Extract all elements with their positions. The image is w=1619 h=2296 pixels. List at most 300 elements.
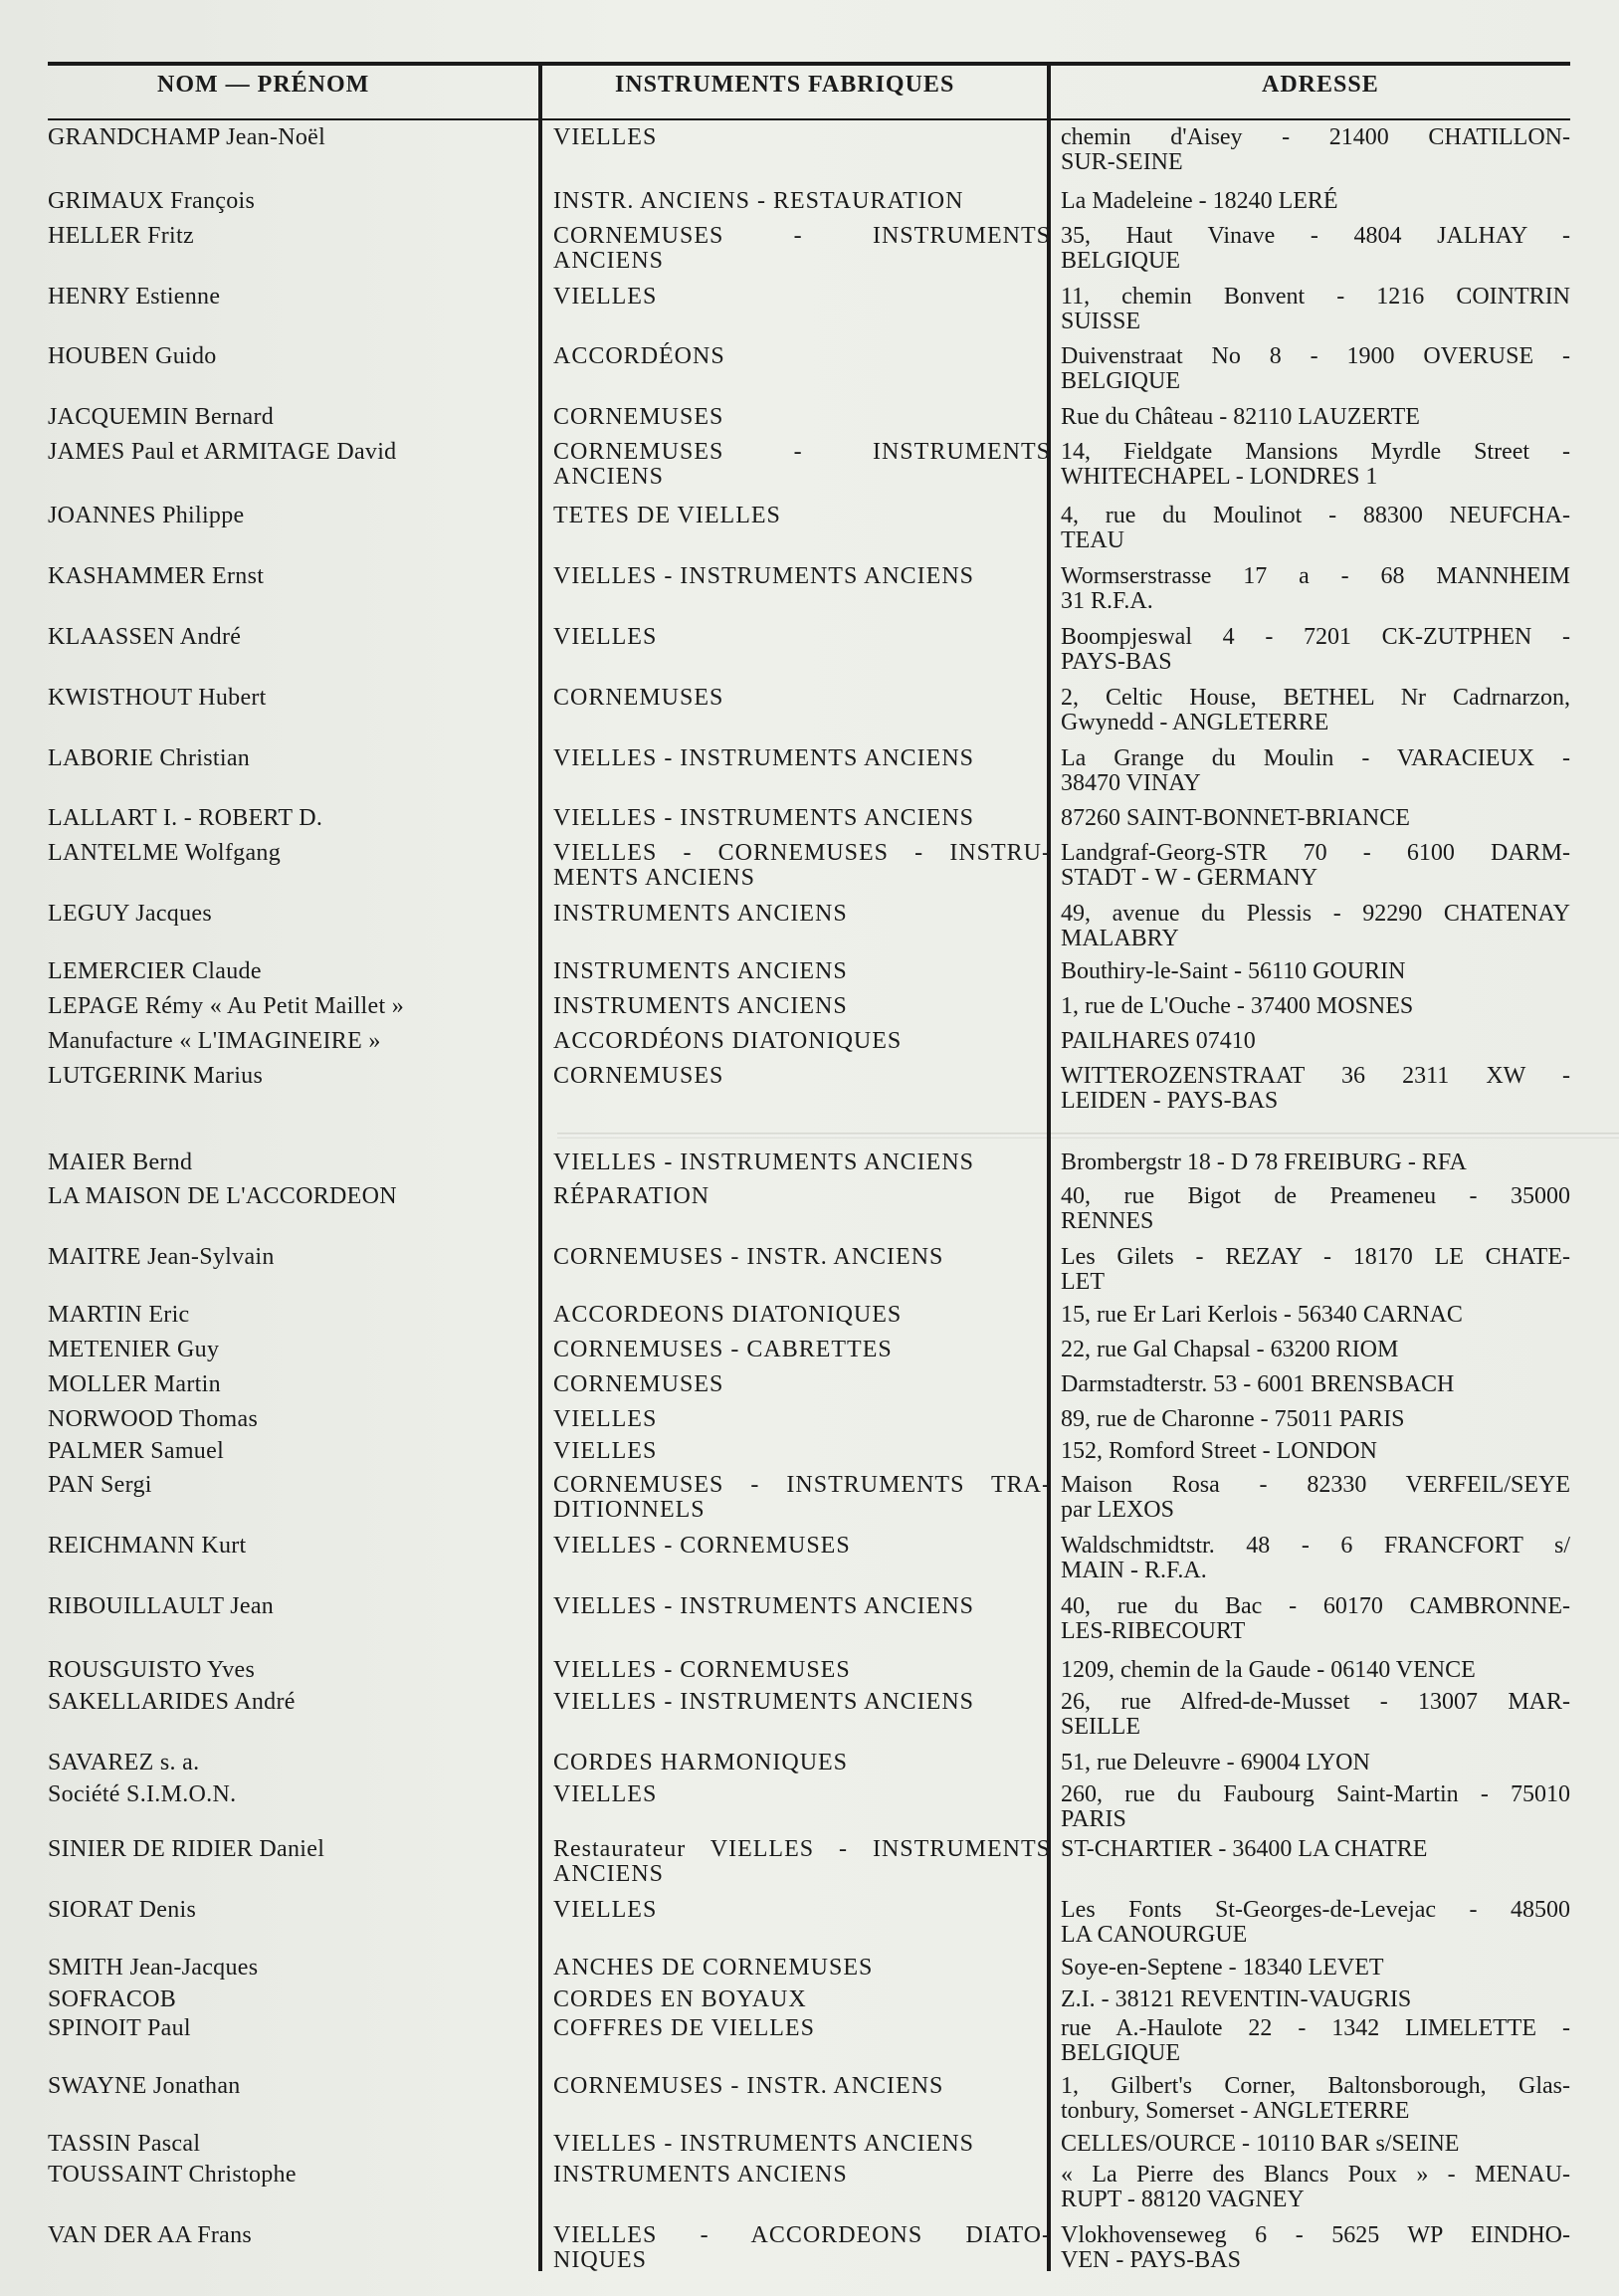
address-cell-line: SEILLE xyxy=(1061,1713,1140,1740)
table-row xyxy=(48,285,1570,334)
address-cell-line: PARIS xyxy=(1061,1805,1126,1832)
instruments-cell-line: NIQUES xyxy=(553,2247,647,2274)
maker-name xyxy=(48,2132,543,2157)
maker-name-line: LALLART I. - ROBERT D. xyxy=(48,805,323,832)
instruments-cell xyxy=(543,1064,1051,1114)
maker-name-line: LEGUY Jacques xyxy=(48,901,212,928)
maker-name-line: SAVAREZ s. a. xyxy=(48,1749,200,1775)
instruments-cell xyxy=(543,746,1051,796)
instruments-cell-line: VIELLES - INSTRUMENTS ANCIENS xyxy=(553,744,974,771)
table-row xyxy=(48,994,1570,1019)
table-row xyxy=(48,1184,1570,1234)
maker-name xyxy=(48,1987,543,2012)
instruments-cell-line: VIELLES xyxy=(553,1780,658,1807)
address-cell-line: LET xyxy=(1061,1269,1105,1296)
table-row xyxy=(48,1473,1570,1523)
address-cell xyxy=(1051,841,1570,891)
maker-name xyxy=(48,686,543,735)
address-cell-line: MALABRY xyxy=(1061,926,1179,952)
address-cell xyxy=(1051,189,1570,214)
maker-name-line: ROUSGUISTO Yves xyxy=(48,1656,256,1683)
maker-name xyxy=(48,1956,543,1981)
table-row xyxy=(48,1782,1570,1832)
address-cell xyxy=(1051,2132,1570,2157)
address-cell xyxy=(1051,1029,1570,1054)
instruments-cell xyxy=(543,1407,1051,1432)
header-name: NOM — PRÉNOM xyxy=(157,72,370,98)
maker-name-line: HENRY Estienne xyxy=(48,283,221,310)
instruments-cell-line: INSTRUMENTS ANCIENS xyxy=(553,992,848,1019)
instruments-cell-line: CORNEMUSES - INSTRUMENTS TRA- xyxy=(553,1472,1051,1499)
instruments-cell xyxy=(543,440,1051,490)
instruments-cell xyxy=(543,1987,1051,2012)
address-cell-line: 31 R.F.A. xyxy=(1061,587,1153,614)
address-cell-line: 152, Romford Street - LONDON xyxy=(1061,1437,1377,1464)
table-row xyxy=(48,344,1570,394)
table-row xyxy=(48,806,1570,831)
address-cell-line: VEN - PAYS-BAS xyxy=(1061,2247,1241,2274)
address-cell xyxy=(1051,1594,1570,1644)
maker-name xyxy=(48,841,543,891)
address-cell xyxy=(1051,1782,1570,1832)
instruments-cell-line: VIELLES - CORNEMUSES - INSTRU- xyxy=(553,840,1051,867)
maker-name-line: PAN Sergi xyxy=(48,1472,152,1499)
maker-name-line: NORWOOD Thomas xyxy=(48,1405,259,1432)
address-cell-line: WITTEROZENSTRAAT 36 2311 XW - xyxy=(1061,1062,1570,1089)
table-row xyxy=(48,1898,1570,1948)
table-row xyxy=(48,1658,1570,1683)
table-row xyxy=(48,405,1570,430)
address-cell-line: STADT - W - GERMANY xyxy=(1061,865,1318,892)
instruments-cell-line: VIELLES - CORNEMUSES xyxy=(553,1656,851,1683)
maker-name-line: MOLLER Martin xyxy=(48,1370,221,1397)
instruments-cell xyxy=(543,841,1051,891)
address-cell xyxy=(1051,625,1570,675)
table-row xyxy=(48,2132,1570,2157)
maker-name-line: MARTIN Eric xyxy=(48,1302,190,1329)
instruments-cell xyxy=(543,344,1051,394)
address-cell-line: Gwynedd - ANGLETERRE xyxy=(1061,709,1329,735)
instruments-cell-line: VIELLES - INSTRUMENTS ANCIENS xyxy=(553,805,974,832)
table-row xyxy=(48,2163,1570,2212)
instruments-cell-line: COFFRES DE VIELLES xyxy=(553,2014,815,2041)
instruments-cell-line: CORNEMUSES - INSTRUMENTS xyxy=(553,439,1051,466)
maker-name xyxy=(48,1837,543,1887)
table-row xyxy=(48,1956,1570,1981)
address-cell xyxy=(1051,1837,1570,1887)
instruments-cell xyxy=(543,1534,1051,1583)
address-cell xyxy=(1051,285,1570,334)
address-cell xyxy=(1051,1658,1570,1683)
maker-name-line: SWAYNE Jonathan xyxy=(48,2072,241,2099)
instruments-cell xyxy=(543,1439,1051,1464)
maker-name-line: GRIMAUX François xyxy=(48,187,256,214)
instruments-cell xyxy=(543,1184,1051,1234)
maker-name-line: TASSIN Pascal xyxy=(48,2130,201,2157)
instruments-cell-line: VIELLES xyxy=(553,283,658,310)
maker-name-line: TOUSSAINT Christophe xyxy=(48,2162,297,2189)
address-cell-line: PAILHARES 07410 xyxy=(1061,1027,1256,1054)
table-row xyxy=(48,1338,1570,1362)
maker-name xyxy=(48,746,543,796)
address-cell xyxy=(1051,1184,1570,1234)
table-row xyxy=(48,125,1570,175)
instruments-cell-line: CORNEMUSES xyxy=(553,404,724,431)
address-cell-line: 49, avenue du Plessis - 92290 CHATENAY xyxy=(1061,901,1570,928)
table-row xyxy=(48,1372,1570,1397)
instruments-cell xyxy=(543,189,1051,214)
address-cell-line: BELGIQUE xyxy=(1061,2039,1180,2066)
address-cell xyxy=(1051,1150,1570,1175)
address-cell-line: 38470 VINAY xyxy=(1061,769,1201,796)
instruments-cell xyxy=(543,2016,1051,2066)
address-cell-line: Rue du Château - 82110 LAUZERTE xyxy=(1061,404,1420,431)
maker-name xyxy=(48,806,543,831)
instruments-cell xyxy=(543,1782,1051,1832)
instruments-cell-line: CORNEMUSES - INSTR. ANCIENS xyxy=(553,2072,944,2099)
instruments-cell-line: VIELLES xyxy=(553,124,658,150)
instruments-cell xyxy=(543,2132,1051,2157)
maker-name-line: REICHMANN Kurt xyxy=(48,1533,247,1560)
maker-name-line: SINIER DE RIDIER Daniel xyxy=(48,1835,325,1862)
instruments-cell-line: CORDES EN BOYAUX xyxy=(553,1985,807,2012)
address-cell-line: TEAU xyxy=(1061,526,1124,553)
instruments-cell xyxy=(543,1751,1051,1775)
address-cell xyxy=(1051,746,1570,796)
instruments-cell-line: ANCIENS xyxy=(553,247,665,274)
address-cell-line: MAIN - R.F.A. xyxy=(1061,1558,1207,1584)
address-cell xyxy=(1051,1534,1570,1583)
address-cell xyxy=(1051,1245,1570,1295)
instruments-cell xyxy=(543,959,1051,984)
instruments-cell-line: VIELLES - CORNEMUSES xyxy=(553,1533,851,1560)
address-cell-line: La Madeleine - 18240 LERÉ xyxy=(1061,187,1338,214)
address-cell xyxy=(1051,405,1570,430)
address-cell-line: SUR-SEINE xyxy=(1061,149,1183,175)
address-cell-line: chemin d'Aisey - 21400 CHATILLON- xyxy=(1061,124,1570,150)
table-row xyxy=(48,1690,1570,1740)
table-row xyxy=(48,1245,1570,1295)
instruments-cell-line: ANCHES DE CORNEMUSES xyxy=(553,1954,874,1981)
address-cell xyxy=(1051,902,1570,951)
address-cell-line: Brombergstr 18 - D 78 FREIBURG - RFA xyxy=(1061,1148,1467,1175)
instruments-cell xyxy=(543,2163,1051,2212)
address-cell-line: LEIDEN - PAYS-BAS xyxy=(1061,1087,1279,1114)
address-cell xyxy=(1051,2223,1570,2273)
instruments-cell-line: ANCIENS xyxy=(553,1860,665,1887)
table-top-rule xyxy=(48,62,1570,66)
address-cell-line: Z.I. - 38121 REVENTIN-VAUGRIS xyxy=(1061,1985,1412,2012)
instruments-cell-line: DITIONNELS xyxy=(553,1497,706,1524)
address-cell-line: WHITECHAPEL - LONDRES 1 xyxy=(1061,464,1378,491)
address-cell xyxy=(1051,2016,1570,2066)
table-row xyxy=(48,746,1570,796)
address-cell-line: Duivenstraat No 8 - 1900 OVERUSE - xyxy=(1061,343,1570,370)
instruments-cell-line: INSTRUMENTS ANCIENS xyxy=(553,958,848,985)
instruments-cell xyxy=(543,2074,1051,2124)
table-row xyxy=(48,1150,1570,1175)
instruments-cell xyxy=(543,224,1051,274)
maker-name xyxy=(48,1594,543,1644)
header-instruments: INSTRUMENTS FABRIQUES xyxy=(615,72,955,98)
table-row xyxy=(48,1439,1570,1464)
table-row xyxy=(48,440,1570,490)
maker-name-line: LA MAISON DE L'ACCORDEON xyxy=(48,1183,397,1210)
table-header-rule xyxy=(48,118,1570,120)
maker-name xyxy=(48,1150,543,1175)
instruments-cell xyxy=(543,285,1051,334)
maker-name-line: METENIER Guy xyxy=(48,1337,220,1362)
instruments-cell-line: VIELLES xyxy=(553,1437,658,1464)
maker-name-line: Société S.I.M.O.N. xyxy=(48,1780,237,1807)
maker-name xyxy=(48,189,543,214)
address-cell xyxy=(1051,440,1570,490)
address-cell xyxy=(1051,1473,1570,1523)
address-cell-line: PAYS-BAS xyxy=(1061,648,1172,675)
address-cell xyxy=(1051,564,1570,614)
maker-name-line: MAIER Bernd xyxy=(48,1148,193,1175)
instruments-cell-line: INSTR. ANCIENS - RESTAURATION xyxy=(553,187,964,214)
maker-name-line: MAITRE Jean-Sylvain xyxy=(48,1244,275,1271)
table-row xyxy=(48,564,1570,614)
instruments-cell-line: RÉPARATION xyxy=(553,1183,710,1210)
instruments-cell-line: INSTRUMENTS ANCIENS xyxy=(553,901,848,928)
address-cell-line: Wormserstrasse 17 a - 68 MANNHEIM xyxy=(1061,562,1570,589)
instruments-cell xyxy=(543,1303,1051,1328)
address-cell-line: 35, Haut Vinave - 4804 JALHAY - xyxy=(1061,222,1570,249)
instruments-cell-line: VIELLES - ACCORDEONS DIATO- xyxy=(553,2222,1051,2249)
instruments-cell-line: INSTRUMENTS ANCIENS xyxy=(553,2162,848,2189)
maker-name xyxy=(48,504,543,553)
maker-name xyxy=(48,564,543,614)
instruments-cell-line: CORNEMUSES - CABRETTES xyxy=(553,1337,893,1362)
maker-name-line: SMITH Jean-Jacques xyxy=(48,1954,259,1981)
instruments-cell xyxy=(543,1473,1051,1523)
maker-name xyxy=(48,625,543,675)
address-cell xyxy=(1051,686,1570,735)
table-row xyxy=(48,1407,1570,1432)
address-cell xyxy=(1051,1407,1570,1432)
maker-name-line: RIBOUILLAULT Jean xyxy=(48,1593,275,1620)
instruments-cell-line: CORNEMUSES - INSTR. ANCIENS xyxy=(553,1244,944,1271)
instruments-cell-line: ACCORDÉONS DIATONIQUES xyxy=(553,1027,903,1054)
instruments-cell-line: ANCIENS xyxy=(553,464,665,491)
address-cell-line: 4, rue du Moulinot - 88300 NEUFCHA- xyxy=(1061,502,1570,528)
instruments-cell-line: Restaurateur VIELLES - INSTRUMENTS xyxy=(553,1835,1051,1862)
instruments-cell-line: VIELLES - INSTRUMENTS ANCIENS xyxy=(553,1148,974,1175)
maker-name-line: JAMES Paul et ARMITAGE David xyxy=(48,439,397,466)
address-cell-line: tonbury, Somerset - ANGLETERRE xyxy=(1061,2097,1410,2124)
maker-name-line: PALMER Samuel xyxy=(48,1437,225,1464)
maker-name-line: VAN DER AA Frans xyxy=(48,2222,253,2249)
maker-name xyxy=(48,2223,543,2273)
address-cell-line: CELLES/OURCE - 10110 BAR s/SEINE xyxy=(1061,2130,1460,2157)
maker-name-line: SPINOIT Paul xyxy=(48,2014,191,2041)
address-cell xyxy=(1051,1338,1570,1362)
maker-name xyxy=(48,959,543,984)
maker-name xyxy=(48,2016,543,2066)
table-row xyxy=(48,224,1570,274)
maker-name xyxy=(48,1751,543,1775)
address-cell-line: 1, Gilbert's Corner, Baltonsborough, Glas- xyxy=(1061,2072,1570,2099)
maker-name-line: KASHAMMER Ernst xyxy=(48,562,265,589)
maker-name xyxy=(48,1184,543,1234)
instruments-cell-line: VIELLES xyxy=(553,1896,658,1923)
address-cell xyxy=(1051,806,1570,831)
instruments-cell-line: VIELLES - INSTRUMENTS ANCIENS xyxy=(553,1593,974,1620)
maker-name xyxy=(48,285,543,334)
maker-name-line: SOFRACOB xyxy=(48,1985,177,2012)
address-cell-line: Waldschmidtstr. 48 - 6 FRANCFORT s/ xyxy=(1061,1533,1570,1560)
address-cell-line: BELGIQUE xyxy=(1061,247,1180,274)
instruments-cell-line: CORNEMUSES xyxy=(553,1062,724,1089)
instruments-cell-line: CORNEMUSES xyxy=(553,1370,724,1397)
table-row xyxy=(48,1303,1570,1328)
address-cell xyxy=(1051,125,1570,175)
instruments-cell xyxy=(543,1956,1051,1981)
instruments-cell-line: VIELLES xyxy=(553,623,658,650)
instruments-cell xyxy=(543,625,1051,675)
address-cell xyxy=(1051,344,1570,394)
address-cell xyxy=(1051,1064,1570,1114)
address-cell xyxy=(1051,1372,1570,1397)
address-cell-line: La Grange du Moulin - VARACIEUX - xyxy=(1061,744,1570,771)
maker-name-line: HELLER Fritz xyxy=(48,222,194,249)
maker-name xyxy=(48,994,543,1019)
address-cell xyxy=(1051,1303,1570,1328)
maker-name xyxy=(48,1473,543,1523)
maker-name-line: GRANDCHAMP Jean-Noël xyxy=(48,124,326,150)
maker-name-line: Manufacture « L'IMAGINEIRE » xyxy=(48,1027,381,1054)
address-cell-line: 2, Celtic House, BETHEL Nr Cadrnarzon, xyxy=(1061,684,1570,711)
address-cell-line: rue A.-Haulote 22 - 1342 LIMELETTE - xyxy=(1061,2014,1570,2041)
maker-name-line: LEPAGE Rémy « Au Petit Maillet » xyxy=(48,992,405,1019)
maker-name xyxy=(48,1658,543,1683)
header-address: ADRESSE xyxy=(1262,72,1379,98)
address-cell-line: 26, rue Alfred-de-Musset - 13007 MAR- xyxy=(1061,1688,1570,1715)
address-cell-line: « La Pierre des Blancs Poux » - MENAU- xyxy=(1061,2162,1570,2189)
address-cell-line: Maison Rosa - 82330 VERFEIL/SEYE xyxy=(1061,1472,1570,1499)
maker-name xyxy=(48,1029,543,1054)
table-row xyxy=(48,1029,1570,1054)
table-row xyxy=(48,841,1570,891)
instruments-cell-line: MENTS ANCIENS xyxy=(553,865,756,892)
table-row xyxy=(48,1837,1570,1887)
address-cell xyxy=(1051,1898,1570,1948)
address-cell-line: Bouthiry-le-Saint - 56110 GOURIN xyxy=(1061,958,1406,985)
table-row xyxy=(48,1534,1570,1583)
maker-name xyxy=(48,2163,543,2212)
instruments-cell-line: CORNEMUSES - INSTRUMENTS xyxy=(553,222,1051,249)
table-row xyxy=(48,2223,1570,2273)
maker-name xyxy=(48,1782,543,1832)
address-cell xyxy=(1051,1690,1570,1740)
instruments-cell xyxy=(543,504,1051,553)
maker-name-line: LABORIE Christian xyxy=(48,744,251,771)
maker-name xyxy=(48,224,543,274)
maker-name xyxy=(48,1303,543,1328)
instruments-cell xyxy=(543,1372,1051,1397)
instruments-cell xyxy=(543,902,1051,951)
address-cell xyxy=(1051,1987,1570,2012)
address-cell xyxy=(1051,959,1570,984)
maker-name xyxy=(48,902,543,951)
table-row xyxy=(48,189,1570,214)
instruments-cell xyxy=(543,1690,1051,1740)
instruments-cell xyxy=(543,1837,1051,1887)
address-cell-line: 51, rue Deleuvre - 69004 LYON xyxy=(1061,1749,1370,1775)
maker-name xyxy=(48,1690,543,1740)
address-cell-line: LES-RIBECOURT xyxy=(1061,1618,1246,1645)
address-cell-line: 1, rue de L'Ouche - 37400 MOSNES xyxy=(1061,992,1414,1019)
address-cell-line: 40, rue du Bac - 60170 CAMBRONNE- xyxy=(1061,1593,1570,1620)
address-cell xyxy=(1051,1956,1570,1981)
instruments-cell-line: VIELLES xyxy=(553,1405,658,1432)
instruments-cell-line: VIELLES - INSTRUMENTS ANCIENS xyxy=(553,2130,974,2157)
maker-name-line: SIORAT Denis xyxy=(48,1896,197,1923)
maker-name xyxy=(48,1245,543,1295)
table-row xyxy=(48,1594,1570,1644)
table-row xyxy=(48,686,1570,735)
instruments-cell xyxy=(543,125,1051,175)
instruments-cell xyxy=(543,686,1051,735)
maker-name-line: LUTGERINK Marius xyxy=(48,1062,264,1089)
maker-name-line: LEMERCIER Claude xyxy=(48,958,262,985)
maker-name-line: JOANNES Philippe xyxy=(48,502,245,528)
address-cell-line: par LEXOS xyxy=(1061,1497,1174,1524)
address-cell-line: Landgraf-Georg-STR 70 - 6100 DARM- xyxy=(1061,840,1570,867)
maker-name-line: KWISTHOUT Hubert xyxy=(48,684,267,711)
instruments-cell xyxy=(543,1150,1051,1175)
instruments-cell xyxy=(543,1245,1051,1295)
address-cell xyxy=(1051,504,1570,553)
maker-name-line: JACQUEMIN Bernard xyxy=(48,404,275,431)
maker-name xyxy=(48,125,543,175)
instruments-cell xyxy=(543,405,1051,430)
table-row xyxy=(48,1751,1570,1775)
instruments-cell xyxy=(543,806,1051,831)
instruments-cell xyxy=(543,1029,1051,1054)
address-cell-line: ST-CHARTIER - 36400 LA CHATRE xyxy=(1061,1835,1428,1862)
maker-name-line: HOUBEN Guido xyxy=(48,343,217,370)
maker-name xyxy=(48,440,543,490)
address-cell-line: Darmstadterstr. 53 - 6001 BRENSBACH xyxy=(1061,1370,1455,1397)
maker-name xyxy=(48,1898,543,1948)
address-cell-line: Les Fonts St-Georges-de-Levejac - 48500 xyxy=(1061,1896,1570,1923)
table-row xyxy=(48,902,1570,951)
maker-name xyxy=(48,2074,543,2124)
address-cell-line: 260, rue du Faubourg Saint-Martin - 75010 xyxy=(1061,1780,1570,1807)
table-row xyxy=(48,959,1570,984)
address-cell xyxy=(1051,224,1570,274)
instruments-cell-line: CORNEMUSES xyxy=(553,684,724,711)
maker-name xyxy=(48,1439,543,1464)
table-row xyxy=(48,1064,1570,1114)
instruments-cell xyxy=(543,1658,1051,1683)
maker-name xyxy=(48,1338,543,1362)
address-cell-line: 14, Fieldgate Mansions Myrdle Street - xyxy=(1061,439,1570,466)
address-cell-line: 15, rue Er Lari Kerlois - 56340 CARNAC xyxy=(1061,1302,1463,1329)
maker-name xyxy=(48,1407,543,1432)
maker-name-line: LANTELME Wolfgang xyxy=(48,840,282,867)
table-row xyxy=(48,2016,1570,2066)
instruments-cell-line: TETES DE VIELLES xyxy=(553,502,781,528)
address-cell xyxy=(1051,994,1570,1019)
address-cell-line: Les Gilets - REZAY - 18170 LE CHATE- xyxy=(1061,1244,1570,1271)
maker-name xyxy=(48,344,543,394)
address-cell-line: 40, rue Bigot de Preameneu - 35000 xyxy=(1061,1183,1570,1210)
maker-name-line: KLAASSEN André xyxy=(48,623,242,650)
